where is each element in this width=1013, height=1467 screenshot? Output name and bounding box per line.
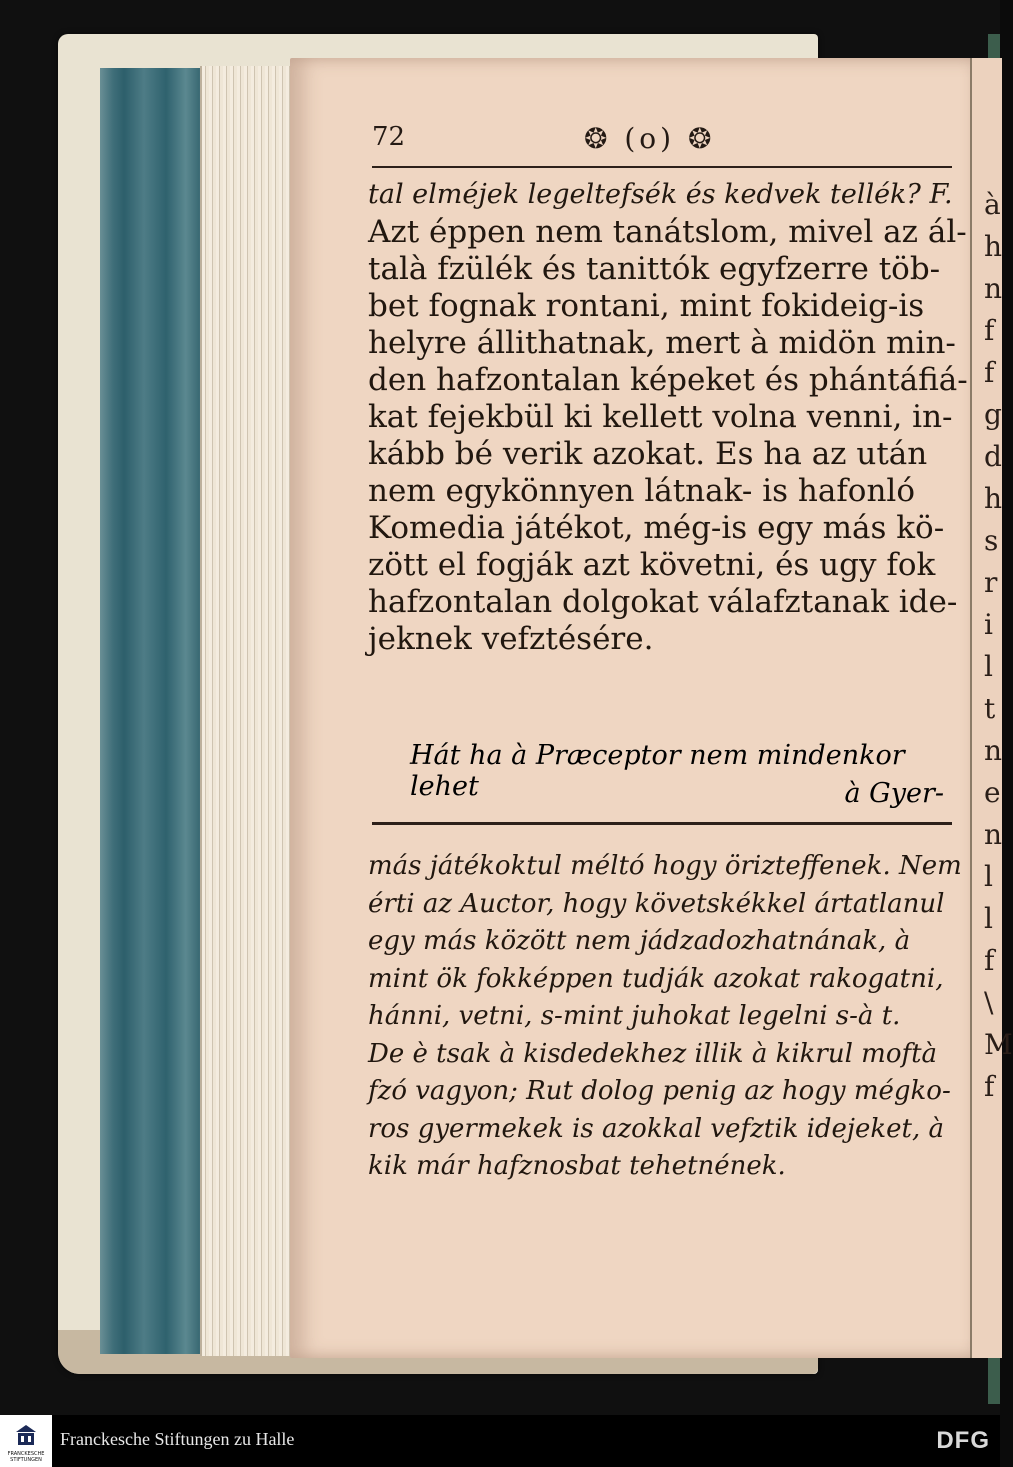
- text-line: den hafzontalan képeket és phántáfiá-: [368, 362, 968, 398]
- facing-page-fragment: à: [984, 188, 1001, 221]
- text-line: kat fejekbül ki kellett volna venni, in-: [368, 399, 953, 435]
- footnote-rule: [372, 822, 952, 825]
- logo-caption: FRANCKESCHE STIFTUNGEN: [7, 1451, 45, 1463]
- institution-name[interactable]: Franckesche Stiftungen zu Halle: [60, 1429, 295, 1449]
- text-line: kább bé verik azokat. Es ha az után: [368, 436, 928, 472]
- facing-page-fragment: n: [984, 818, 1003, 851]
- footnote-line: érti az Auctor, hogy követskékkel ártatlanul: [368, 888, 945, 919]
- facing-page-fragment: \: [984, 986, 994, 1019]
- header-ornament: ❂ (o) ❂: [584, 122, 716, 155]
- facing-page-fragment: M: [984, 1028, 1013, 1061]
- footnote-line: De è tsak à kisdedekhez illik à kikrul moftà: [368, 1038, 938, 1069]
- facing-page-fragment: f: [984, 356, 995, 389]
- facing-page-fragment: d: [984, 440, 1002, 473]
- facing-page-fragment: f: [984, 944, 995, 977]
- page-number: 72: [372, 122, 406, 152]
- page-header: [372, 122, 952, 166]
- facing-page-fragment: n: [984, 272, 1003, 305]
- text-line: helyre állithatnak, mert à midön min-: [368, 325, 956, 361]
- footnote-line: mint ök fokképpen tudják azokat rakogatni,: [368, 963, 944, 994]
- dfg-logo[interactable]: DFG: [936, 1427, 990, 1454]
- page-block-edge: [100, 68, 210, 1354]
- facing-page-fragment: f: [984, 314, 995, 347]
- catchword: à Gyer-: [844, 778, 944, 809]
- main-text: [368, 176, 968, 658]
- facing-page-fragment: r: [984, 566, 998, 599]
- text-line: Azt éppen nem tanátslom, mivel az ál-: [368, 214, 967, 250]
- text-line: hafzontalan dolgokat válafztanak ide-: [368, 584, 958, 620]
- footnote-line: fzó vagyon; Rut dolog penig az hogy mégko-: [368, 1076, 951, 1106]
- viewer-footer: [0, 1415, 1000, 1467]
- footnote-line: ros gyermekek is azokkal vefztik idejeket, à: [368, 1113, 944, 1144]
- answer-paragraph: [368, 214, 968, 658]
- text-line: jeknek vefztésére.: [368, 621, 654, 657]
- facing-page-edge: [970, 58, 1013, 1358]
- footnote-line: más játékoktul méltó hogy örizteffenek. Nem: [368, 851, 962, 881]
- facing-page-fragment: l: [984, 650, 993, 683]
- institution-logo[interactable]: [0, 1415, 52, 1467]
- text-line: bet fognak rontani, mint fokideig-is: [368, 288, 925, 324]
- facing-page-fragment: i: [984, 608, 993, 641]
- facing-page-fragment: g: [984, 398, 1002, 431]
- question-line: Hát ha à Præceptor nem mindenkor lehet: [410, 740, 905, 802]
- facing-page-fragment: t: [984, 692, 996, 725]
- building-icon: [14, 1423, 38, 1447]
- facing-page-fragment: s: [984, 524, 999, 557]
- facing-page-fragment: l: [984, 860, 993, 893]
- facing-page-fragment: f: [984, 1070, 995, 1103]
- footnote-text: [368, 848, 962, 1186]
- footnote-line: egy más között nem jádzadozhatnának, à: [368, 926, 911, 956]
- text-line: Komedia játékot, még-is egy más kö-: [368, 510, 945, 546]
- facing-page-fragment: l: [984, 902, 993, 935]
- opening-line: tal elméjek legeltefsék és kedvek tellék? F.: [368, 179, 953, 210]
- footnote-line: kik már hafznosbat tehetnének.: [368, 1151, 786, 1181]
- footnote-line: hánni, vetni, s-mint juhokat legelni s-à t.: [368, 1001, 901, 1031]
- text-line: talà fzülék és tanittók egyfzerre töb-: [368, 251, 941, 287]
- page-stack: [200, 66, 302, 1356]
- facing-page-fragment: e: [984, 776, 1001, 809]
- facing-page-fragment: h: [984, 482, 1003, 515]
- text-line: nem egykönnyen látnak- is hafonló: [368, 473, 915, 509]
- facing-page-fragment: h: [984, 230, 1003, 263]
- facing-page-fragment: n: [984, 734, 1003, 767]
- text-line: zött el fogják azt követni, és ugy fok: [368, 547, 936, 583]
- header-rule: [372, 166, 952, 168]
